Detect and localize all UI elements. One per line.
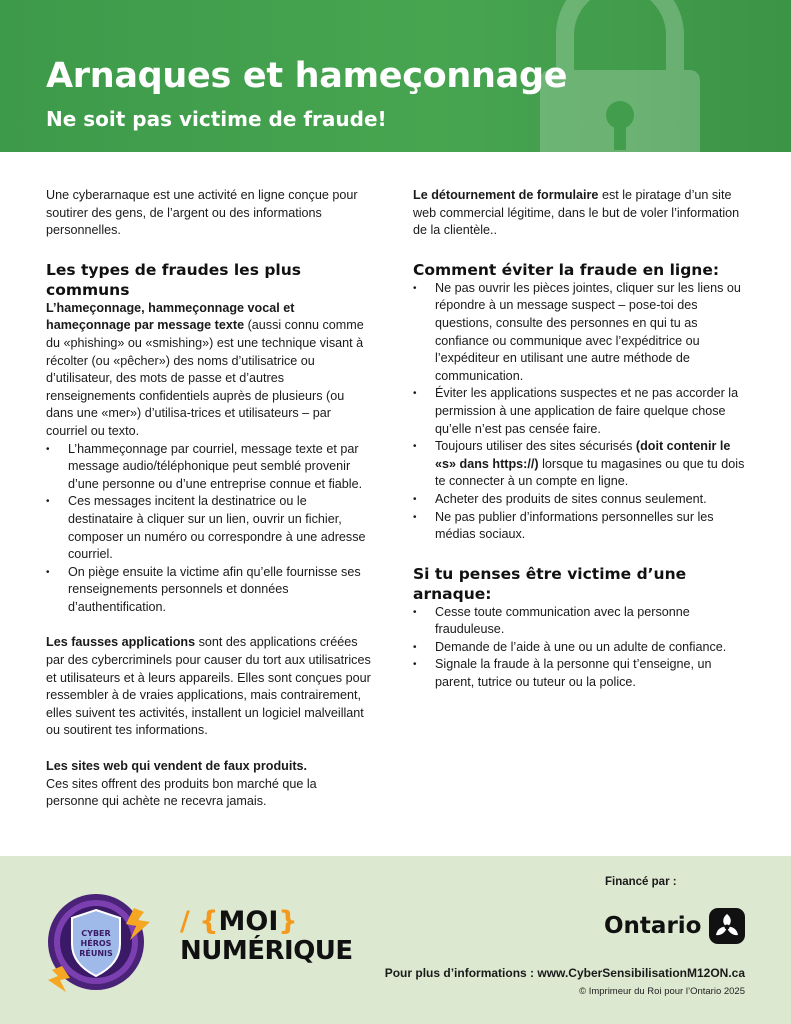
fake-apps-paragraph	[46, 634, 371, 740]
logo-moi: MOI	[218, 906, 279, 937]
form-hijack-paragraph	[413, 187, 753, 240]
fake-sites-term: Les sites web qui vendent de faux produits.	[46, 759, 308, 774]
phishing-list	[46, 441, 371, 617]
copyright-notice: © Imprimeur du Roi pour l’Ontario 2025	[579, 986, 745, 997]
list-item: • Ne pas ouvrir les pièces jointes, cliquer sur les liens ou répondre à un message suspect – pose-toi des questions, consulte des personnes en qui tu as confiance ou communique avec l’expéditrice ou l’expéditeur en utilisant une autre méthode de communication.	[413, 280, 753, 386]
page-subtitle: Ne soit pas victime de fraude!	[46, 107, 387, 131]
form-hijack-term: Le détournement de formulaire	[413, 188, 599, 202]
secure-text-start: Toujours utiliser des sites sécurisés	[435, 439, 636, 454]
secure-text-end: lorsque tu magasines ou que tu dois te connecter à un compte en ligne.	[435, 456, 745, 489]
right-column	[413, 187, 753, 692]
ontario-wordmark: Ontario	[604, 913, 702, 939]
left-column	[46, 187, 371, 811]
logo-numerique: NUMÉRIQUE	[180, 936, 353, 966]
avoid-list	[413, 280, 753, 544]
victim-list	[413, 604, 753, 692]
list-item: • Éviter les applications suspectes et ne pas accorder la permission à une application de faire quelque chose qu’elle n’est pas censée faire.	[413, 385, 753, 438]
page-header	[0, 0, 791, 152]
fake-apps-term: Les fausses applications	[46, 635, 196, 650]
types-heading: Les types de fraudes les plus communs	[46, 260, 301, 299]
list-item: • Signale la fraude à la personne qui t’enseigne, un parent, tutrice ou tuteur ou la police.	[413, 656, 753, 691]
phishing-term: L’hameçonnage, hammeçonnage vocal et hameçonnage par message texte	[46, 300, 295, 333]
page-title: Arnaques et hameçonnage	[46, 56, 568, 96]
phishing-paragraph	[46, 300, 371, 441]
fake-sites-description: Ces sites offrent des produits bon marché que la personne qui achète ne recevra jamais.	[46, 776, 317, 809]
page-footer	[0, 856, 791, 1024]
funded-by-label: Financé par :	[605, 876, 677, 888]
badge-line-3: RÉUNIS	[79, 949, 113, 958]
cyber-heros-badge-logo	[46, 886, 154, 998]
badge-line-2: HÉROS	[80, 939, 112, 948]
ontario-logo	[604, 908, 745, 944]
list-item: • L’hammeçonnage par courriel, message texte et par message audio/téléphonique peut semblé provenir d’une personne ou d’une entreprise connue et fiable.	[46, 441, 371, 494]
logo-brace-close: }	[278, 906, 298, 937]
list-item: • Ne pas publier d’informations personnelles sur les médias sociaux.	[413, 509, 753, 544]
list-item: • Demande de l’aide à une ou un adulte de confiance.	[413, 639, 753, 657]
list-item: • Ces messages incitent la destinatrice ou le destinataire à cliquer sur un lien, ouvrir un fichier, composer un numéro ou correspondre à une adresse courriel.	[46, 493, 371, 563]
list-item: • Acheter des produits de sites connus seulement.	[413, 491, 753, 509]
list-item	[413, 438, 753, 491]
fake-sites-paragraph	[46, 758, 371, 811]
list-item: • Cesse toute communication avec la personne frauduleuse.	[413, 604, 753, 639]
fake-apps-description: sont des applications créées par des cybercriminels pour causer du tort aux utilisatrices et utilisateurs et à leurs appareils. Elles sont conçues pour ressembler à de vraies applications, mais contrairement, elles suivent tes activités, installent un logiciel malveillant ou soutirent tes informations.	[46, 635, 371, 738]
intro-paragraph: Une cyberarnaque est une activité en ligne conçue pour soutirer des gens, de l’argent ou des informations personnelles.	[46, 188, 358, 238]
list-item: • On piège ensuite la victime afin qu’elle fournisse ses renseignements personnels et données d’authentification.	[46, 564, 371, 617]
avoid-heading: Comment éviter la fraude en ligne:	[413, 260, 720, 279]
badge-line-1: CYBER	[81, 929, 111, 938]
form-hijack-description: est le piratage d’un site web commercial légitime, dans le but de voler l’information de la clientèle..	[413, 188, 740, 238]
victim-heading: Si tu penses être victime d’une arnaque:	[413, 564, 687, 603]
logo-brace-open: {	[199, 906, 219, 937]
moi-numerique-logo	[180, 908, 353, 966]
logo-slash: /	[180, 906, 190, 937]
more-info-link[interactable]: Pour plus d’informations : www.CyberSensibilisationM12ON.ca	[384, 966, 745, 980]
phishing-description: (aussi connu comme du «phishing» ou «smishing») est une technique visant à récolter (ou «pêcher») des noms d’utilisatrice ou d’utilisateur, des mots de passe et d’autres renseignements confidentiels auprès de plusieurs (ou dans une «mer») d’utilisa-trices et utilisateurs – par courriel ou texto.	[46, 318, 364, 438]
secure-text-bold: (doit contenir le «s» dans https://)	[435, 439, 731, 471]
trillium-icon	[709, 908, 745, 944]
